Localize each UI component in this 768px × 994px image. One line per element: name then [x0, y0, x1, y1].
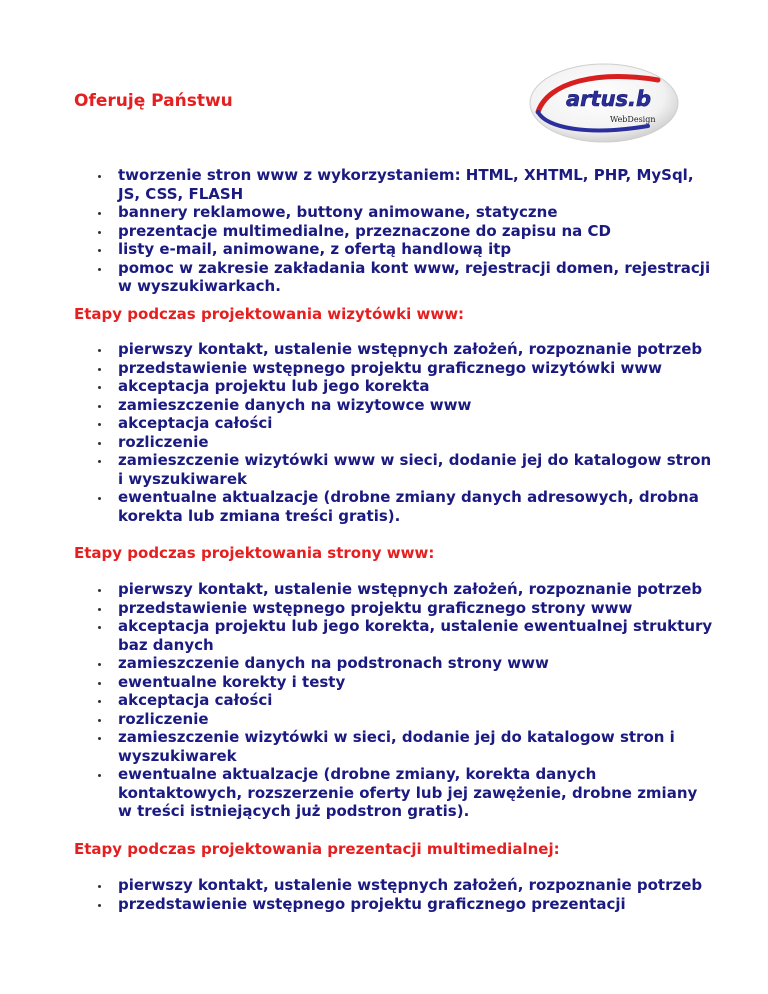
list-item: akceptacja całości [96, 414, 716, 433]
list-item: zamieszczenie danych na podstronach strony www [96, 654, 716, 673]
multimedia-steps-list [96, 876, 716, 913]
svg-text:artus.b: artus.b [566, 87, 652, 111]
list-item: przedstawienie wstępnego projektu graficznego prezentacji [96, 895, 716, 914]
list-item: tworzenie stron www z wykorzystaniem: HTML, XHTML, PHP, MySql, JS, CSS, FLASH [96, 166, 716, 203]
list-item: rozliczenie [96, 433, 716, 452]
list-item: pierwszy kontakt, ustalenie wstępnych założeń, rozpoznanie potrzeb [96, 580, 716, 599]
list-item: prezentacje multimedialne, przeznaczone do zapisu na CD [96, 222, 716, 241]
artus-b-logo [528, 62, 680, 144]
list-item: akceptacja projektu lub jego korekta [96, 377, 716, 396]
list-item: zamieszczenie danych na wizytowce www [96, 396, 716, 415]
list-item: ewentualne korekty i testy [96, 673, 716, 692]
list-item: ewentualne aktualzacje (drobne zmiany, korekta danych kontaktowych, rozszerzenie oferty lub jej zawężenie, drobne zmiany w treści istniejących już podstron gratis). [96, 765, 716, 821]
list-item: akceptacja całości [96, 691, 716, 710]
section-heading-business-card: Etapy podczas projektowania wizytówki www: [74, 305, 465, 323]
list-item: zamieszczenie wizytówki w sieci, dodanie jej do katalogow stron i wyszukiwarek [96, 728, 716, 765]
section-heading-website: Etapy podczas projektowania strony www: [74, 544, 435, 562]
list-item: przedstawienie wstępnego projektu graficznego strony www [96, 599, 716, 618]
website-steps-list [96, 580, 716, 821]
list-item: pierwszy kontakt, ustalenie wstępnych założeń, rozpoznanie potrzeb [96, 340, 716, 359]
list-item: ewentualne aktualzacje (drobne zmiany danych adresowych, drobna korekta lub zmiana treści gratis). [96, 488, 716, 525]
list-item: listy e-mail, animowane, z ofertą handlową itp [96, 240, 716, 259]
list-item: rozliczenie [96, 710, 716, 729]
svg-text:WebDesign: WebDesign [610, 115, 656, 124]
offer-list [96, 166, 716, 296]
list-item: przedstawienie wstępnego projektu graficznego wizytówki www [96, 359, 716, 378]
section-heading-multimedia: Etapy podczas projektowania prezentacji multimedialnej: [74, 840, 560, 858]
page-title: Oferuję Państwu [74, 91, 233, 111]
list-item: pierwszy kontakt, ustalenie wstępnych założeń, rozpoznanie potrzeb [96, 876, 716, 895]
business-card-steps-list [96, 340, 716, 525]
list-item: akceptacja projektu lub jego korekta, ustalenie ewentualnej struktury baz danych [96, 617, 716, 654]
list-item: bannery reklamowe, buttony animowane, statyczne [96, 203, 716, 222]
list-item: pomoc w zakresie zakładania kont www, rejestracji domen, rejestracji w wyszukiwarkach. [96, 259, 716, 296]
list-item: zamieszczenie wizytówki www w sieci, dodanie jej do katalogow stron i wyszukiwarek [96, 451, 716, 488]
